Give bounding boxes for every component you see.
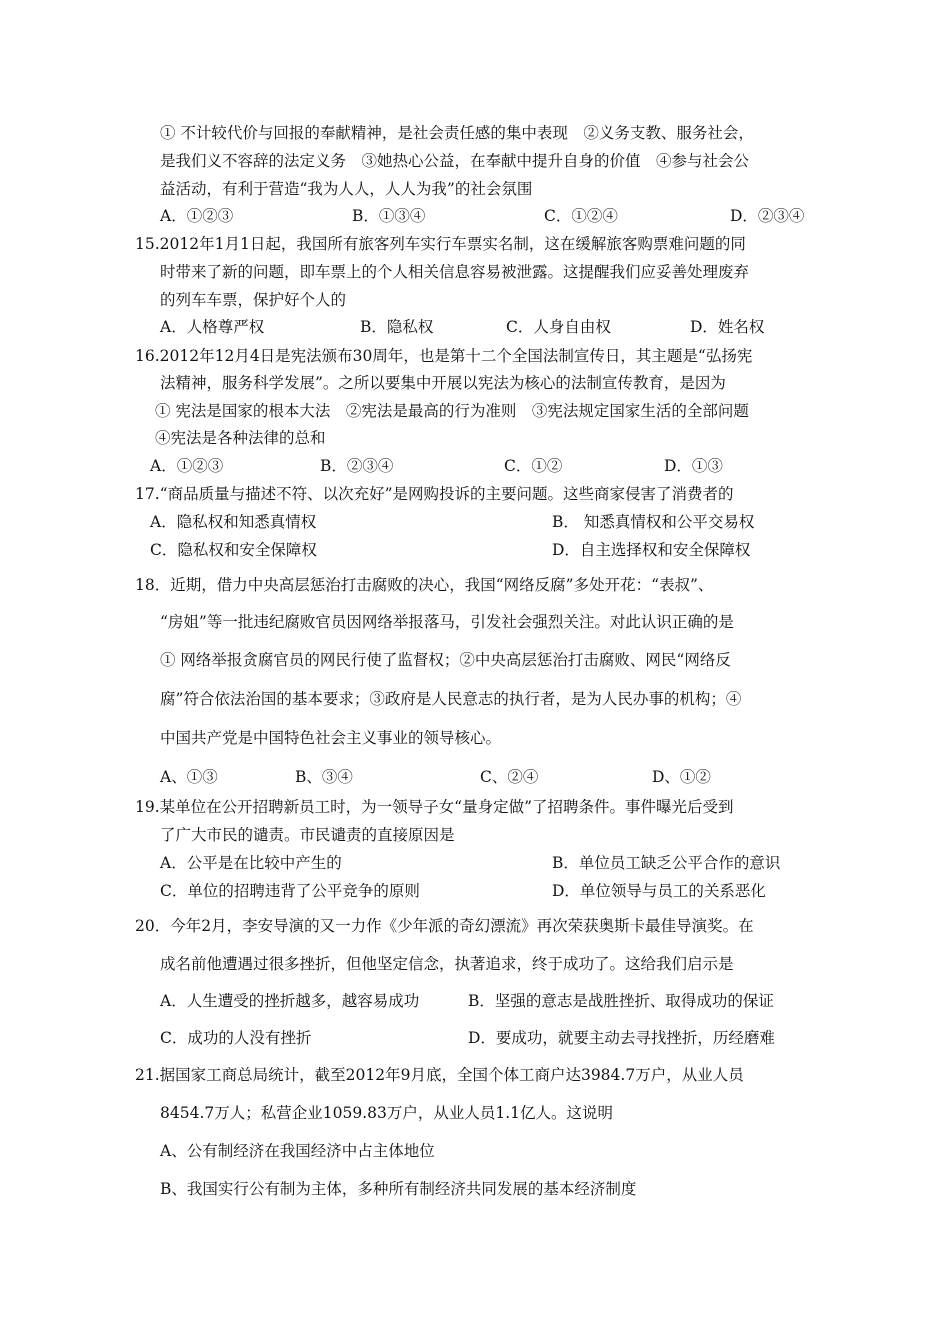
q18-line-5: 中国共产党是中国特色社会主义事业的领导核心。 — [160, 729, 502, 747]
q20-option-c: C．成功的人没有挫折 — [160, 1029, 312, 1047]
q16-line-1: 16.2012年12月4日是宪法颁布30周年，也是第十二个全国法制宣传日，其主题是“弘扬宪 — [135, 347, 753, 365]
q17-option-d: D．自主选择权和安全保障权 — [552, 541, 751, 559]
q20-option-b: B．坚强的意志是战胜挫折、取得成功的保证 — [468, 992, 774, 1010]
q15-line-2: 时带来了新的问题，即车票上的个人相关信息容易被泄露。这提醒我们应妥善处理废弃 — [160, 263, 750, 281]
q14-line-1: ① 不计较代价与回报的奉献精神，是社会责任感的集中表现 ②义务支教、服务社会， — [160, 124, 754, 142]
q20-line-1: 20．今年2月，李安导演的又一力作《少年派的奇幻漂流》再次荣获奥斯卡最佳导演奖。在 — [135, 917, 754, 935]
q16-line-3: ① 宪法是国家的根本大法 ②宪法是最高的行为准则 ③宪法规定国家生活的全部问题 — [155, 402, 749, 420]
q21-option-b: B、我国实行公有制为主体，多种所有制经济共同发展的基本经济制度 — [160, 1180, 637, 1198]
q19-option-d: D．单位领导与员工的关系恶化 — [552, 882, 766, 900]
q20-line-2: 成名前他遭遇过很多挫折，但他坚定信念，执著追求，终于成功了。这给我们启示是 — [160, 955, 734, 973]
q15-option-a: A．人格尊严权 — [160, 318, 265, 336]
q16-line-4: ④宪法是各种法律的总和 — [155, 429, 326, 447]
q16-line-2: 法精神，服务科学发展”。之所以要集中开展以宪法为核心的法制宣传教育，是因为 — [160, 374, 726, 392]
q15-option-d: D．姓名权 — [690, 318, 765, 336]
q20-option-a: A．人生遭受的挫折越多，越容易成功 — [160, 992, 420, 1010]
q18-line-4: 腐”符合依法治国的基本要求；③政府是人民意志的执行者，是为人民办事的机构；④ — [160, 690, 742, 708]
q14-option-d: D．②③④ — [730, 207, 805, 225]
q19-option-a: A．公平是在比较中产生的 — [160, 854, 342, 872]
q17-option-a: A．隐私权和知悉真情权 — [150, 513, 317, 531]
q16-option-a: A．①②③ — [150, 457, 224, 475]
q18-option-a: A、①③ — [160, 768, 218, 786]
q18-line-3: ① 网络举报贪腐官员的网民行使了监督权；②中央高层惩治打击腐败、网民“网络反 — [160, 651, 731, 669]
q16-option-b: B．②③④ — [320, 457, 394, 475]
q19-line-2: 了广大市民的谴责。市民谴责的直接原因是 — [160, 826, 455, 844]
q15-line-1: 15.2012年1月1日起，我国所有旅客列车实行车票实名制，这在缓解旅客购票难问题的同 — [135, 235, 746, 253]
q18-option-d: D、①② — [652, 768, 711, 786]
q21-line-2: 8454.7万人；私营企业1059.83万户，从业人员1.1亿人。这说明 — [160, 1104, 613, 1122]
q18-line-1: 18．近期，借力中央高层惩治打击腐败的决心，我国“网络反腐”多处开花：“表叔”、 — [135, 576, 714, 594]
q17-line-1: 17.“商品质量与描述不符、以次充好”是网购投诉的主要问题。这些商家侵害了消费者的 — [135, 485, 734, 503]
q16-option-c: C．①② — [504, 457, 563, 475]
q19-option-c: C．单位的招聘违背了公平竞争的原则 — [160, 882, 420, 900]
q18-line-2: “房姐”等一批违纪腐败官员因网络举报落马，引发社会强烈关注。对此认识正确的是 — [160, 613, 734, 631]
q17-option-b: B． 知悉真情权和公平交易权 — [552, 513, 755, 531]
q16-option-d: D．①③ — [664, 457, 723, 475]
q20-option-d: D．要成功，就要主动去寻找挫折，历经磨难 — [468, 1029, 775, 1047]
q21-option-a: A、公有制经济在我国经济中占主体地位 — [160, 1142, 435, 1160]
q14-option-b: B．①③④ — [352, 207, 426, 225]
q14-line-2: 是我们义不容辞的法定义务 ③她热心公益，在奉献中提升自身的价值 ④参与社会公 — [160, 152, 750, 170]
q15-line-3: 的列车车票，保护好个人的 — [160, 291, 347, 309]
q15-option-c: C．人身自由权 — [506, 318, 611, 336]
q18-option-c: C、②④ — [480, 768, 539, 786]
q19-option-b: B．单位员工缺乏公平合作的意识 — [552, 854, 781, 872]
q18-option-b: B、③④ — [295, 768, 353, 786]
q14-option-a: A．①②③ — [160, 207, 234, 225]
q17-option-c: C．隐私权和安全保障权 — [150, 541, 317, 559]
q21-line-1: 21.据国家工商总局统计，截至2012年9月底，全国个体工商户达3984.7万户，从业人员 — [135, 1066, 744, 1084]
q14-option-c: C．①②④ — [544, 207, 618, 225]
q15-option-b: B．隐私权 — [360, 318, 434, 336]
q14-line-3: 益活动，有利于营造“我为人人，人人为我”的社会氛围 — [160, 180, 533, 198]
q19-line-1: 19.某单位在公开招聘新员工时，为一领导子女“量身定做”了招聘条件。事件曝光后受到 — [135, 798, 734, 816]
